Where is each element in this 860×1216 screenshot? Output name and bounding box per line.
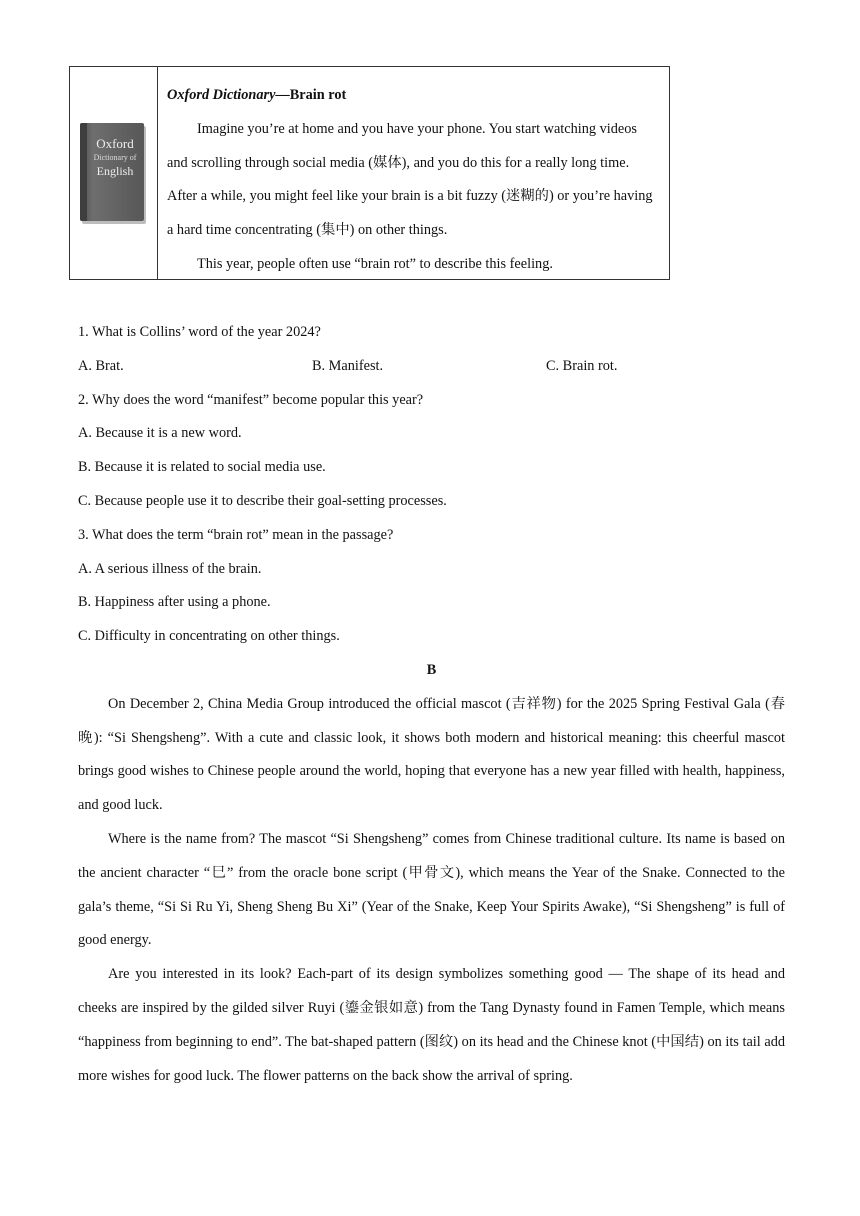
- option-a: A. Brat.: [78, 357, 124, 374]
- dictionary-text: [158, 67, 669, 279]
- section-b-paragraph-2: Where is the name from? The mascot “Si Shengsheng” comes from Chinese traditional culture. Its name is based on the ancient character “巳” from the oracle bone script (甲骨文), which means the Year of the Snake. Connected to the gala’s theme, “Si Si Ru Yi, Sheng Sheng Bu Xi” (Year of the Snake, Keep Your Spirits Awake), “Si Shengsheng” is full of good energy.: [78, 830, 785, 949]
- option-c: C. Difficulty in concentrating on other things.: [78, 628, 340, 645]
- question-2: 2. Why does the word “manifest” become popular this year?: [78, 391, 424, 408]
- book-cover-word: English: [96, 164, 134, 178]
- dictionary-term: —Brain rot: [275, 87, 347, 103]
- question-3: 3. What does the term “brain rot” mean in the passage?: [78, 526, 394, 543]
- question-1-options: [78, 350, 785, 384]
- option-c: C. Because people use it to describe their goal-setting processes.: [78, 492, 447, 509]
- book-cover-title: Oxford: [96, 136, 134, 151]
- book-image-cell: [70, 67, 158, 279]
- option-b: B. Happiness after using a phone.: [78, 594, 271, 611]
- section-b-paragraph-3: Are you interested in its look? Each-part of its design symbolizes something good — The shape of its head and cheeks are inspired by the gilded silver Ruyi (鎏金银如意) from the Tang Dynasty found in Famen Temple, which means “happiness from beginning to end”. The bat-shaped pattern (图纹) on its head and the Chinese knot (中国结) on its tail add more wishes for good luck. The flower patterns on the back show the arrival of spring.: [78, 966, 785, 1084]
- option-b: B. Manifest.: [312, 357, 384, 374]
- option-a: A. A serious illness of the brain.: [78, 560, 262, 577]
- dictionary-paragraph-1: Imagine you’re at home and you have your phone. You start watching videos and scrolling through social media (媒体), and you do this for a really long time. After a while, you might feel like your brain is a bit fuzzy (迷糊的) or you’re having a hard time concentrating (集中) on other things.: [167, 120, 653, 239]
- document-body: [78, 316, 785, 1093]
- question-1: 1. What is Collins’ word of the year 2024?: [78, 324, 321, 340]
- section-b-heading: B: [426, 661, 437, 678]
- oxford-dictionary-book-image: [80, 123, 144, 221]
- option-b: B. Because it is related to social media use.: [78, 459, 326, 476]
- option-a: A. Because it is a new word.: [78, 425, 242, 442]
- book-cover-subtitle: Dictionary of: [93, 153, 137, 162]
- option-c: C. Brain rot.: [546, 357, 618, 374]
- dictionary-box: [69, 66, 670, 280]
- dictionary-title: [167, 79, 661, 113]
- dictionary-source: Oxford Dictionary: [167, 87, 276, 103]
- dictionary-paragraph-2: This year, people often use “brain rot” to describe this feeling.: [197, 255, 553, 272]
- section-b-paragraph-1: On December 2, China Media Group introduced the official mascot (吉祥物) for the 2025 Spring Festival Gala (春晚): “Si Shengsheng”. With a cute and classic look, it shows both modern and historical meaning: this cheerful mascot brings good wishes to Chinese people around the world, hoping that everyone has a new year filled with health, happiness, and good luck.: [78, 695, 785, 814]
